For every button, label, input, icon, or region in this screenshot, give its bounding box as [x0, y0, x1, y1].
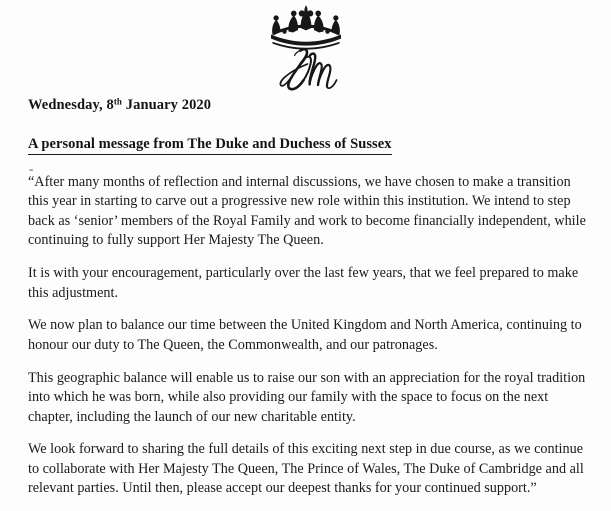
paragraph-2: It is with your encouragement, particularly over the last few years, that we feel prepared to make this adjustment.: [28, 265, 579, 301]
date-line: [28, 96, 590, 114]
paragraph-3: We now plan to balance our time between the United Kingdom and North America, continuing to honour our duty to The Queen, the Commonwealth, and our patronages.: [28, 317, 582, 353]
royal-monogram-crest: [0, 2, 611, 92]
page-title: A personal message from The Duke and Duchess of Sussex: [28, 135, 392, 155]
date-prefix: Wednesday, 8: [28, 97, 114, 113]
stray-dash-mark: -: [29, 161, 34, 176]
paragraph-1: “After many months of reflection and internal discussions, we have chosen to make a transition this year in starting to carve out a progressive new role within this institution. We intend to step back as ‘senior’ members of the Royal Family and work to become financially independent, while continuing to fully support Her Majesty The Queen.: [28, 174, 586, 249]
coronet-monogram-icon: [263, 2, 349, 92]
headline-row: [28, 114, 590, 155]
letter-body: [28, 96, 590, 499]
date-ordinal-suffix: th: [113, 96, 123, 107]
paragraph-5: We look forward to sharing the full details of this exciting next step in due course, as we continue to collaborate with Her Majesty The Queen, The Prince of Wales, The Duke of Cambridge and all relevant parties. Until then, please accept our deepest thanks for your continued support.”: [28, 441, 584, 497]
date-suffix: January 2020: [122, 97, 212, 113]
paragraph-4: This geographic balance will enable us to raise our son with an appreciation for the royal tradition into which he was born, while also providing our family with the space to focus on the next chapter, including the launch of our new charitable entity.: [28, 369, 586, 425]
